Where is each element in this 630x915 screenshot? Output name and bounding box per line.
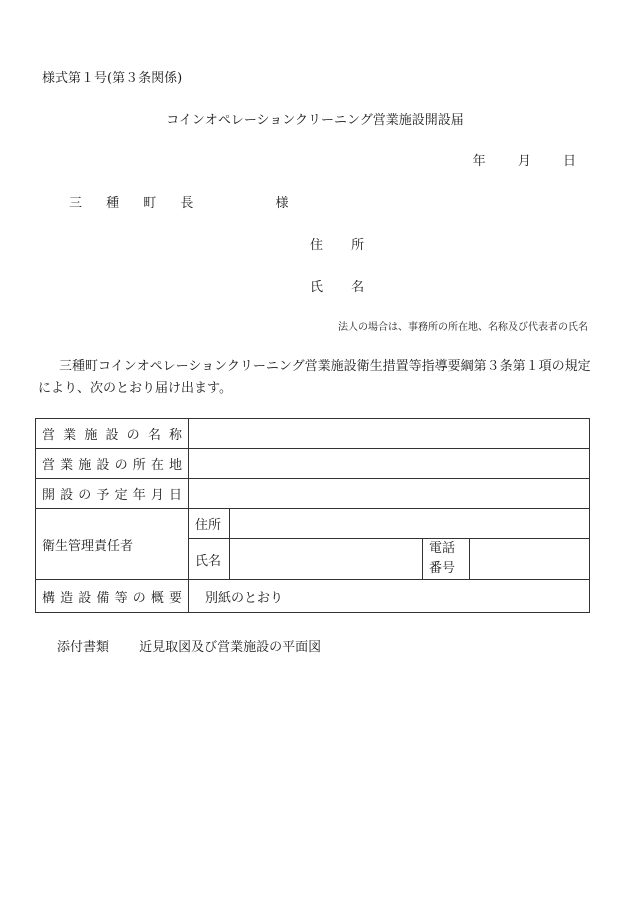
opening-date-field[interactable] xyxy=(189,479,590,509)
manager-label: 衛生管理責任者 xyxy=(36,509,189,580)
manager-address-field[interactable] xyxy=(230,509,590,539)
phone-label-line2: 番号 xyxy=(429,561,456,576)
document-title: コインオペレーションクリーニング営業施設開設届 xyxy=(166,113,464,128)
date-year: 年 xyxy=(472,154,486,169)
body-text: 三種町コインオペレーションクリーニング営業施設衛生措置等指導要綱第３条第１項の規定により、次のとおり届け出ます。 xyxy=(38,359,591,396)
addressee xyxy=(69,192,289,211)
applicant-name-label: 氏 名 xyxy=(310,280,377,295)
table-row xyxy=(36,580,590,613)
facility-location-field[interactable] xyxy=(189,449,590,479)
manager-name-label: 氏名 xyxy=(189,539,230,580)
addressee-honorific: 様 xyxy=(275,196,289,211)
phone-label xyxy=(423,539,470,580)
corporate-note: 法人の場合は、事務所の所在地、名称及び代表者の氏名 xyxy=(338,322,588,333)
attachments-value: 近見取図及び営業施設の平面図 xyxy=(139,640,322,655)
facility-location-label: 営 業 施 設 の 所 在 地 xyxy=(36,449,189,479)
phone-label-line1: 電話 xyxy=(429,541,456,556)
applicant-address-label: 住 所 xyxy=(310,238,377,253)
opening-date-label: 開 設 の 予 定 年 月 日 xyxy=(36,479,189,509)
date-line xyxy=(445,150,576,169)
phone-field[interactable] xyxy=(470,539,590,580)
facility-name-label: 営 業 施 設 の 名 称 xyxy=(36,419,189,449)
manager-name-field[interactable] xyxy=(230,539,423,580)
attachments xyxy=(57,636,321,655)
table-row xyxy=(36,419,590,449)
structure-field[interactable] xyxy=(189,580,590,613)
table-row xyxy=(36,509,590,539)
structure-value: 別紙のとおり xyxy=(205,590,284,606)
date-day: 日 xyxy=(562,154,576,169)
form-number: 様式第１号(第３条関係) xyxy=(42,71,183,86)
attachments-label: 添付書類 xyxy=(57,640,110,655)
structure-label: 構 造 設 備 等 の 概 要 xyxy=(36,580,189,613)
date-month: 月 xyxy=(517,154,531,169)
table-row xyxy=(36,449,590,479)
application-table xyxy=(35,418,590,613)
addressee-name: 三 種 町 長 xyxy=(69,196,204,211)
manager-address-label: 住所 xyxy=(189,509,230,539)
facility-name-field[interactable] xyxy=(189,419,590,449)
table-row xyxy=(36,479,590,509)
